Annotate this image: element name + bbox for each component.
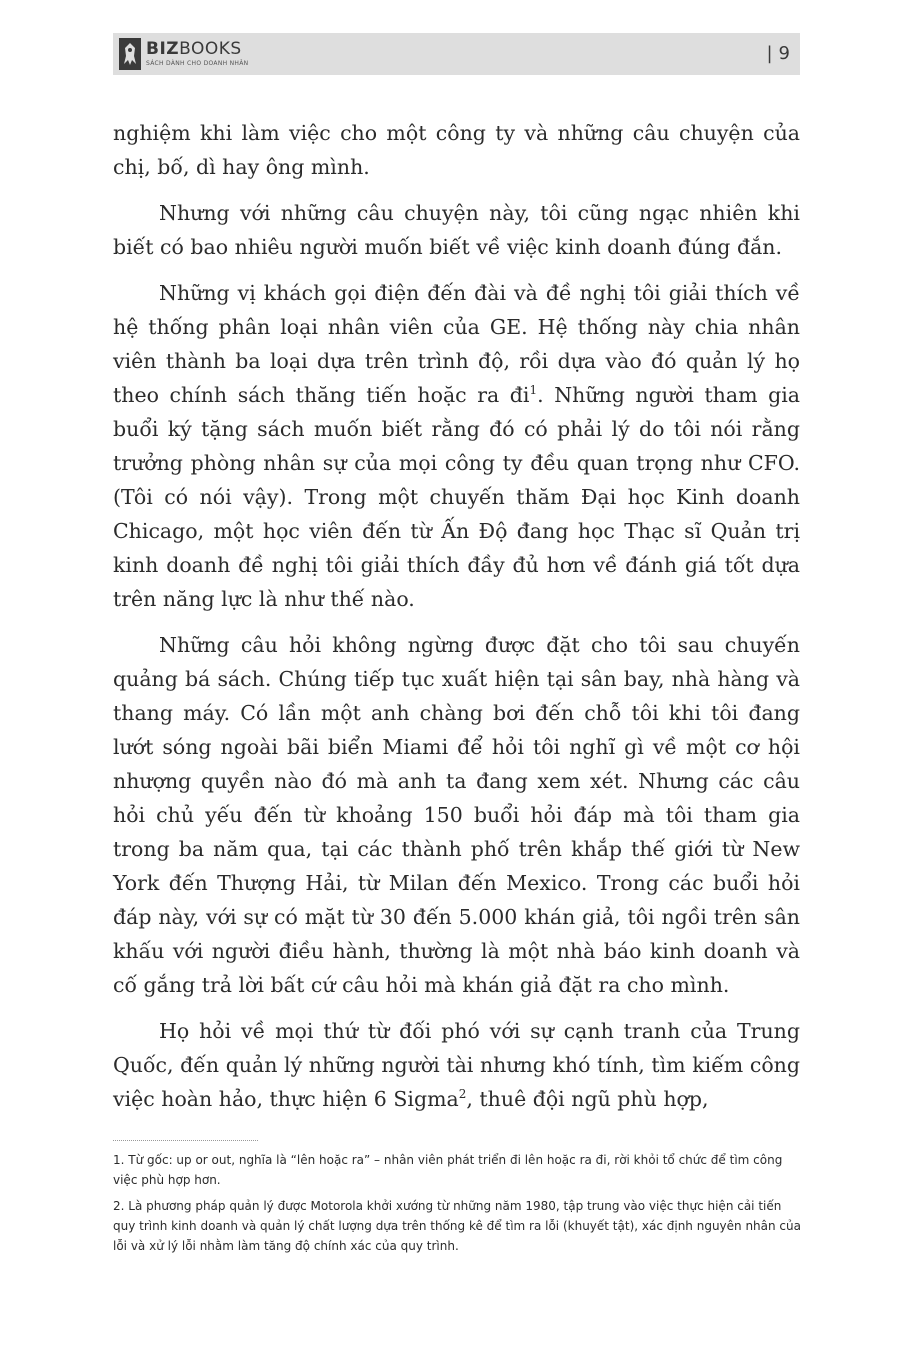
- publisher-logo-icon: [119, 38, 141, 70]
- paragraph-4: Những câu hỏi không ngừng được đặt cho tôi sau chuyến quảng bá sách. Chúng tiếp tục xuất hiện tại sân bay, nhà hàng và thang máy. Có lần một anh chàng bơi đến chỗ tôi khi tôi đang lướt sóng ngoài bãi biển Miami để hỏi tôi nghĩ gì về một cơ hội nhượng quyền nào đó mà anh ta đang xem xét. Nhưng các câu hỏi chủ yếu đến từ khoảng 150 buổi hỏi đáp mà tôi tham gia trong ba năm qua, tại các thành phố trên khắp thế giới từ New York đến Thượng Hải, từ Milan đến Mexico. Trong các buổi hỏi đáp này, với sự có mặt từ 30 đến 5.000 khán giả, tôi ngồi trên sân khấu với người điều hành, thường là một nhà báo kinh doanh và cố gắng trả lời bất cứ câu hỏi mà khán giả đặt ra cho mình.: [113, 633, 800, 997]
- page-number: [766, 43, 790, 65]
- footnote-ref-1[interactable]: 1: [529, 383, 538, 398]
- brand-name-bold: BIZ: [146, 39, 180, 59]
- paragraph-3: [113, 276, 800, 616]
- paragraph-5-part-b: , thuê đội ngũ phù hợp,: [466, 1087, 709, 1111]
- footnote-1: 1. Từ gốc: up or out, nghĩa là “lên hoặc ra” – nhân viên phát triển đi lên hoặc ra đi, rời khỏi tổ chức để tìm công việc phù hợp hơn.: [113, 1153, 783, 1187]
- brand-tagline: SÁCH DÀNH CHO DOANH NHÂN: [146, 60, 249, 67]
- footnote-ref-2[interactable]: 2: [458, 1087, 467, 1102]
- brand-name: [146, 39, 242, 59]
- page-number-value: 9: [778, 43, 790, 64]
- paragraph-2: Nhưng với những câu chuyện này, tôi cũng ngạc nhiên khi biết có bao nhiêu người muốn biết về việc kinh doanh đúng đắn.: [113, 201, 800, 259]
- footnotes: [113, 1150, 803, 1262]
- body-text: [113, 116, 800, 1128]
- paragraph-1: nghiệm khi làm việc cho một công ty và những câu chuyện của chị, bố, dì hay ông mình.: [113, 121, 800, 179]
- paragraph-5-part-a: Họ hỏi về mọi thứ từ đối phó với sự cạnh tranh của Trung Quốc, đến quản lý những người tài nhưng khó tính, tìm kiếm công việc hoàn hảo, thực hiện 6 Sigma: [113, 1019, 800, 1111]
- footnote-divider: [113, 1140, 258, 1142]
- paragraph-3-part-b: . Những người tham gia buổi ký tặng sách muốn biết rằng đó có phải lý do tôi nói rằng trưởng phòng nhân sự của mọi công ty đều quan trọng như CFO. (Tôi có nói vậy). Trong một chuyến thăm Đại học Kinh doanh Chicago, một học viên đến từ Ấn Độ đang học Thạc sĩ Quản trị kinh doanh đề nghị tôi giải thích đầy đủ hơn về đánh giá tốt dựa trên năng lực là như thế nào.: [113, 383, 800, 611]
- page-number-separator: |: [766, 43, 773, 64]
- footnote-2: 2. Là phương pháp quản lý được Motorola khởi xướng từ những năm 1980, tập trung vào việc thực hiện cải tiến quy trình kinh doanh và quản lý chất lượng dựa trên thống kê để tìm ra lỗi (khuyết tật), xác định nguyên nhân của lỗi và xử lý lỗi nhằm làm tăng độ chính xác của quy trình.: [113, 1199, 801, 1253]
- paragraph-5: [113, 1014, 800, 1116]
- brand-name-rest: BOOKS: [179, 39, 242, 59]
- paragraph-3-part-a: Những vị khách gọi điện đến đài và đề nghị tôi giải thích về hệ thống phân loại nhân viên của GE. Hệ thống này chia nhân viên thành ba loại dựa trên trình độ, rồi dựa vào đó quản lý họ theo chính sách thăng tiến hoặc ra đi: [113, 281, 800, 407]
- page-header: [113, 33, 800, 75]
